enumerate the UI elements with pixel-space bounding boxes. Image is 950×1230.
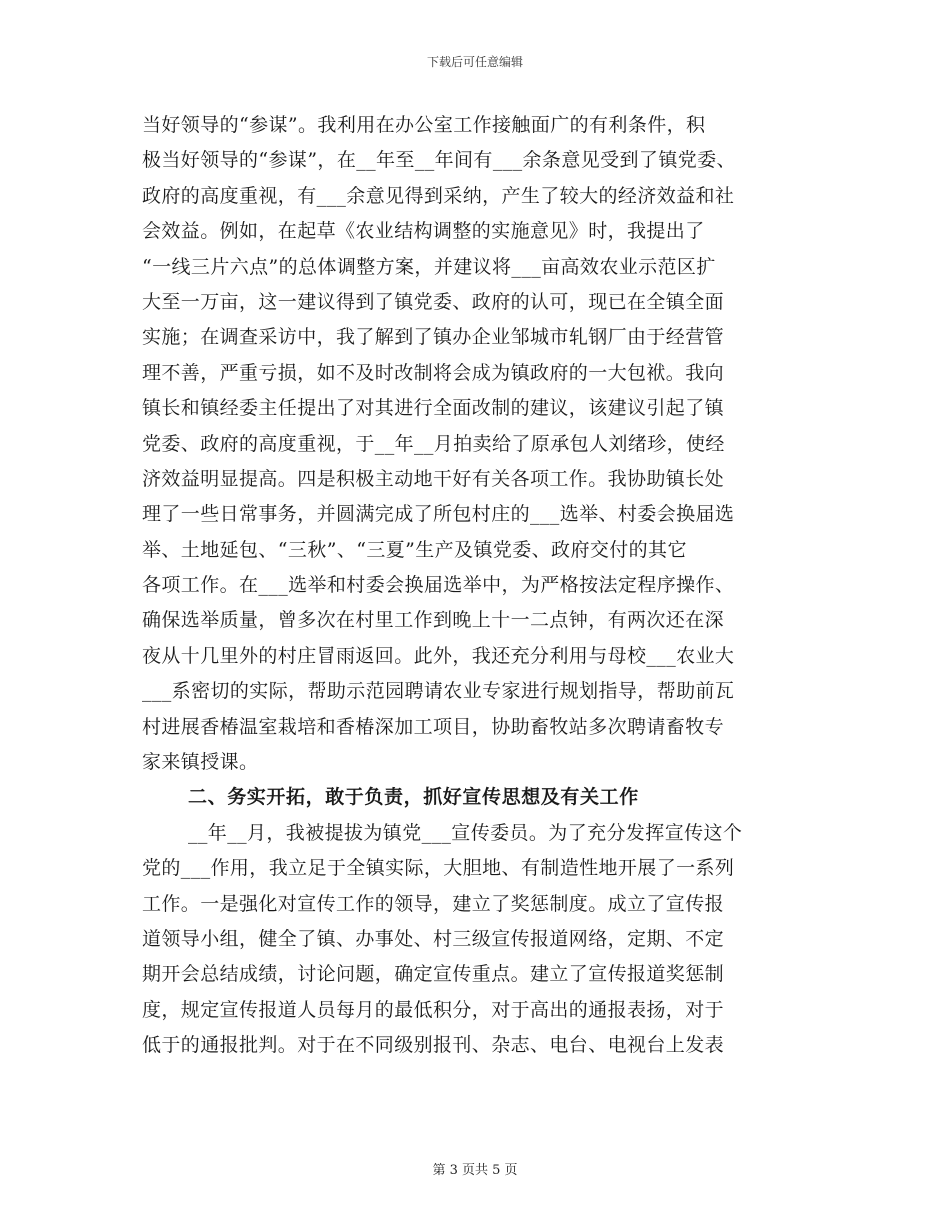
- paragraph-line: 党的___作用，我立足于全镇实际，大胆地、有制造性地开展了一系列: [142, 857, 735, 880]
- paragraph-line: 工作。一是强化对宣传工作的领导，建立了奖惩制度。成立了宣传报: [142, 892, 725, 915]
- paragraph-line: 理不善，严重亏损，如不及时改制将会成为镇政府的一大包袱。我向: [142, 361, 725, 384]
- paragraph-line: ___系密切的实际，帮助示范园聘请农业专家进行规划指导，帮助前瓦: [142, 680, 735, 703]
- paragraph-line: 济效益明显提高。四是积极主动地干好有关各项工作。我协助镇长处: [142, 467, 725, 490]
- paragraph-line: 道领导小组，健全了镇、办事处、村三级宣传报道网络，定期、不定: [142, 927, 725, 950]
- document-body: [142, 108, 807, 1064]
- paragraph-line: 镇长和镇经委主任提出了对其进行全面改制的建议，该建议引起了镇: [142, 397, 725, 420]
- paragraph-line: 低于的通报批判。对于在不同级别报刊、杂志、电台、电视台上发表: [142, 1034, 725, 1057]
- paragraph-line: 家来镇授课。: [142, 751, 259, 774]
- paragraph-line: 政府的高度重视，有___余意见得到采纳，产生了较大的经济效益和社: [142, 184, 735, 207]
- paragraph-line: 党委、政府的高度重视，于__年__月拍卖给了原承包人刘绪珍，使经: [142, 432, 725, 455]
- paragraph-line: 实施；在调查采访中，我了解到了镇办企业邹城市轧钢厂由于经营管: [142, 326, 725, 349]
- paragraph-line: 期开会总结成绩，讨论问题，确定宣传重点。建立了宣传报道奖惩制: [142, 963, 725, 986]
- paragraph-line: 村进展香椿温室栽培和香椿深加工项目，协助畜牧站多次聘请畜牧专: [142, 715, 725, 738]
- paragraph-line: 理了一些日常事务，并圆满完成了所包村庄的___选举、村委会换届选: [142, 503, 735, 526]
- paragraph-line: 会效益。例如，在起草《农业结构调整的实施意见》时，我提出了: [142, 220, 705, 243]
- paragraph-line: “一线三片六点”的总体调整方案，并建议将___亩高效农业示范区扩: [142, 255, 716, 278]
- paragraph-line: __年__月，我被提拔为镇党___宣传委员。为了充分发挥宣传这个: [188, 821, 743, 844]
- paragraph-line: 极当好领导的“参谋”，在__年至__年间有___余条意见受到了镇党委、: [142, 149, 736, 172]
- section-heading: 二、务实开拓，敢于负责，抓好宣传思想及有关工作: [188, 786, 639, 809]
- paragraph-line: 举、土地延包、“三秋”、“三夏”生产及镇党委、政府交付的其它: [142, 538, 687, 561]
- paragraph-line: 大至一万亩，这一建议得到了镇党委、政府的认可，现已在全镇全面: [142, 290, 725, 313]
- page-header: 下载后可任意编辑: [426, 55, 523, 69]
- paragraph-line: 确保选举质量，曾多次在村里工作到晚上十一二点钟，有两次还在深: [142, 609, 725, 632]
- paragraph-line: 各项工作。在___选举和村委会换届选举中，为严格按法定程序操作、: [142, 574, 735, 597]
- paragraph-line: 夜从十几里外的村庄冒雨返回。此外，我还充分利用与母校___农业大: [142, 644, 735, 667]
- paragraph-line: 当好领导的“参谋”。我利用在办公室工作接触面广的有利条件，积: [142, 114, 706, 136]
- page-footer: 第 3 页共 5 页: [432, 1163, 518, 1178]
- paragraph-line: 度，规定宣传报道人员每月的最低积分，对于高出的通报表扬，对于: [142, 998, 725, 1021]
